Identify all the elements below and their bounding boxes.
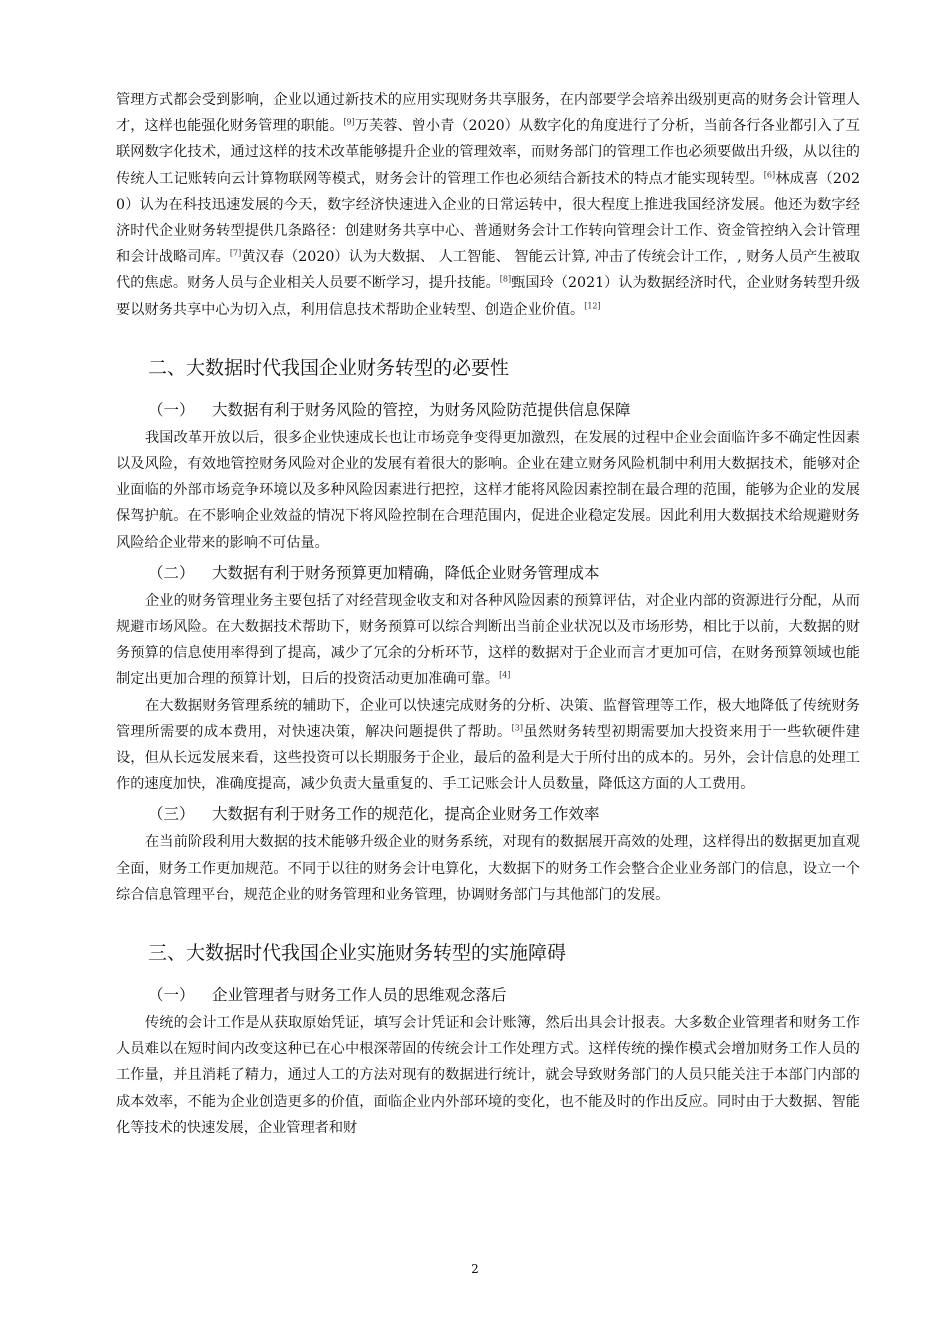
body-paragraph: 传统的会计工作是从获取原始凭证，填写会计凭证和会计账簿，然后出具会计报表。大多数企业管理者和财务工作人员难以在短时间内改变这种已在心中根深蒂固的传统会计工作处理方式。这样传统的操作模式会增加财务工作人员的工作量，并且消耗了精力，通过人工的方法对现有的数据进行统计，就会导致财务部门的人员只能关注于本部门内部的成本效率，不能为企业创造更多的价值，面临企业内外部环境的变化，也不能及时的作出反应。同时由于大数据、智能化等技术的快速发展，企业管理者和财 — [116, 1015, 860, 1136]
section-heading-3: 三、大数据时代我国企业实施财务转型的实施障碍 — [148, 942, 567, 965]
subsection-heading-2-3 — [148, 801, 860, 827]
subsection-title: 大数据有利于财务风险的管控，为财务风险防范提供信息保障 — [212, 400, 631, 419]
citation-ref: [8] — [499, 274, 512, 284]
subsection-title: 大数据有利于财务预算更加精确，降低企业财务管理成本 — [212, 563, 600, 582]
section-heading-2: 二、大数据时代我国企业财务转型的必要性 — [148, 356, 510, 379]
body-paragraph: 在大数据财务管理系统的辅助下，企业可以快速完成财务的分析、决策、监督管理等工作，极大地降低了传统财务管理所需要的成本费用，对快速决策，解决问题提供了帮助。[3]虽然财务转型初期需要加大投资来用于一些软硬件建设，但从长远发展来看，这些投资可以长期服务于企业，最后的盈利是大于所付出的成本的。另外，会计信息的处理工作的速度加快，准确度提高，减少负责大量重复的、手工记账会计人员数量，降低这方面的人工费用。 — [116, 697, 860, 793]
citation-ref: [9] — [343, 117, 355, 127]
citation-ref: [12] — [584, 300, 601, 310]
subsection-heading-2-2 — [148, 560, 860, 586]
body-paragraph: 我国改革开放以后，很多企业快速成长也让市场竞争变得更加激烈，在发展的过程中企业会面临许多不确定性因素以及风险，有效地管控财务风险对企业的发展有着很大的影响。企业在建立财务风险机制中利用大数据技术，能够对企业面临的外部市场竞争环境以及多种风险因素进行把控，这样才能将风险因素控制在最合理的范围，能够为企业的发展保驾护航。在不影响企业效益的情况下将风险控制在合理范围内，促进企业稳定发展。因此利用大数据技术给规避财务风险给企业带来的影响不可估量。 — [116, 429, 860, 551]
body-paragraph: 在当前阶段利用大数据的技术能够升级企业的财务系统，对现有的数据展开高效的处理，这样得出的数据更加直观全面，财务工作更加规范。不同于以往的财务会计电算化，大数据下的财务工作会整合企业业务部门的信息，设立一个综合信息管理平台，规范企业的财务管理和业务管理，协调财务部门与其他部门的发展。 — [116, 834, 860, 903]
subsection-heading-3-1 — [148, 982, 860, 1008]
subsection-number: （一） — [148, 986, 195, 1005]
citation-ref: [3] — [511, 723, 523, 733]
citation-ref: [4] — [499, 670, 511, 680]
page-content — [116, 87, 860, 1141]
citation-ref: [6] — [763, 169, 776, 179]
subsection-number: （一） — [148, 400, 195, 419]
subsection-number: （二） — [148, 563, 195, 582]
subsection-title: 大数据有利于财务工作的规范化，提高企业财务工作效率 — [212, 805, 600, 824]
subsection-title: 企业管理者与财务工作人员的思维观念落后 — [212, 986, 507, 1005]
intro-paragraph: 管理方式都会受到影响，企业以通过新技术的应用实现财务共享服务，在内部要学会培养出级别更高的财务会计管理人才，这样也能强化财务管理的职能。[9]万芙蓉、曾小青（2020）从数字化的角度进行了分析，当前各行各业都引入了互联网数字化技术，通过这样的技术改革能够提升企业的管理效率，而财务部门的管理工作也必须要做出升级，从以往的传统人工记账转向云计算物联网等模式，财务会计的管理工作也必须结合新技术的特点才能实现转型。[6]林成喜（2020）认为在科技迅速发展的今天，数字经济快速进入企业的日常运转中，很大程度上推进我国经济发展。他还为数字经济时代企业财务转型提供几条路径：创建财务共享中心、普通财务会计工作转向管理会计工作、资金管控纳入会计管理和会计战略司库。[7]黄汉春（2020）认为大数据、 人工智能、 智能云计算, 冲击了传统会计工作，, 财务人员产生被取代的焦虑。财务人员与企业相关人员要不断学习，提升技能。[8]甄国玲（2021）认为数据经济时代，企业财务转型升级要以财务共享中心为切入点，利用信息技术帮助企业转型、创造企业价值。[12] — [116, 92, 860, 318]
citation-ref: [7] — [229, 248, 242, 258]
page-number: 2 — [471, 1262, 479, 1276]
body-paragraph: 企业的财务管理业务主要包括了对经营现金收支和对各种风险因素的预算评估，对企业内部的资源进行分配，从而规避市场风险。在大数据技术帮助下，财务预算可以综合判断出当前企业状况以及市场形势，相比于以前，大数据的财务预算的信息使用率得到了提高，减少了冗余的分析环节，这样的数据对于企业而言才更加可信，在财务预算领域也能制定出更加合理的预算计划，日后的投资活动更加准确可靠。[4] — [116, 592, 860, 688]
subsection-heading-2-1 — [148, 397, 860, 423]
subsection-number: （三） — [148, 805, 195, 824]
